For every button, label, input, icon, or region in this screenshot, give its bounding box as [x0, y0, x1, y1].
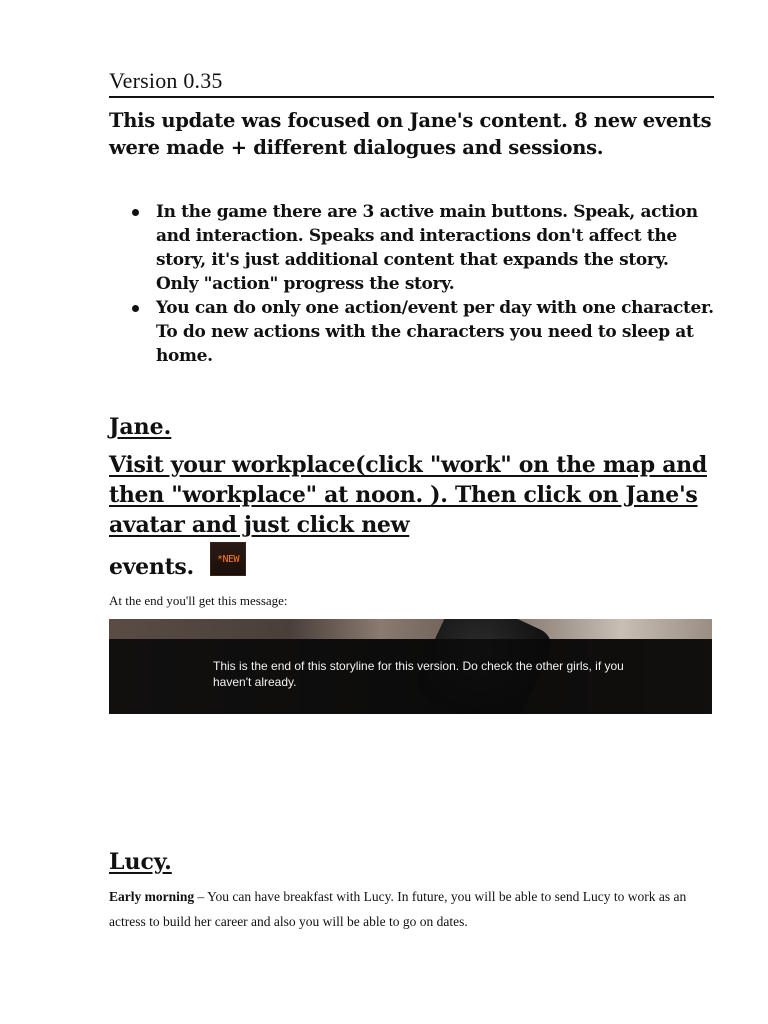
jane-instructions-end: events.: [109, 554, 194, 580]
bullet-icon: [132, 305, 139, 312]
list-item-text: In the game there are 3 active main buttons. Speak, action and interaction. Speaks and interactions don't affect the story, it's just additional content that expands the story. Only "action" progress the story.: [156, 202, 698, 294]
notes-list: [109, 200, 714, 368]
update-summary: This update was focused on Jane's content. 8 new events were made + different dialogues and sessions.: [109, 109, 712, 159]
jane-instructions: [109, 450, 714, 580]
end-note: At the end you'll get this message:: [109, 593, 288, 608]
jane-instructions-text: Visit your workplace(click "work" on the map and then "workplace" at noon. ). Then click on Jane's avatar and just click new: [109, 452, 707, 538]
lucy-description-text: – You can have breakfast with Lucy. In future, you will be able to send Lucy to work as an actress to build her career and also you will be able to go on dates.: [109, 889, 687, 929]
jane-heading: Jane.: [109, 414, 172, 440]
lucy-time-label: Early morning: [109, 889, 195, 904]
lucy-heading: Lucy.: [109, 849, 172, 875]
dialog-message: This is the end of this storyline for this version. Do check the other girls, if you haven't already.: [213, 659, 624, 689]
list-item: [109, 200, 714, 296]
bullet-icon: [132, 209, 139, 216]
screenshot-background: [109, 619, 712, 639]
list-item-text: You can do only one action/event per day with one character. To do new actions with the characters you need to sleep at home.: [156, 298, 714, 366]
game-screenshot: [109, 619, 712, 714]
list-item: [109, 296, 714, 368]
version-heading: Version 0.35: [109, 68, 223, 93]
new-events-icon: *NEW: [210, 542, 246, 576]
lucy-description: [109, 884, 714, 934]
divider: [109, 96, 714, 98]
